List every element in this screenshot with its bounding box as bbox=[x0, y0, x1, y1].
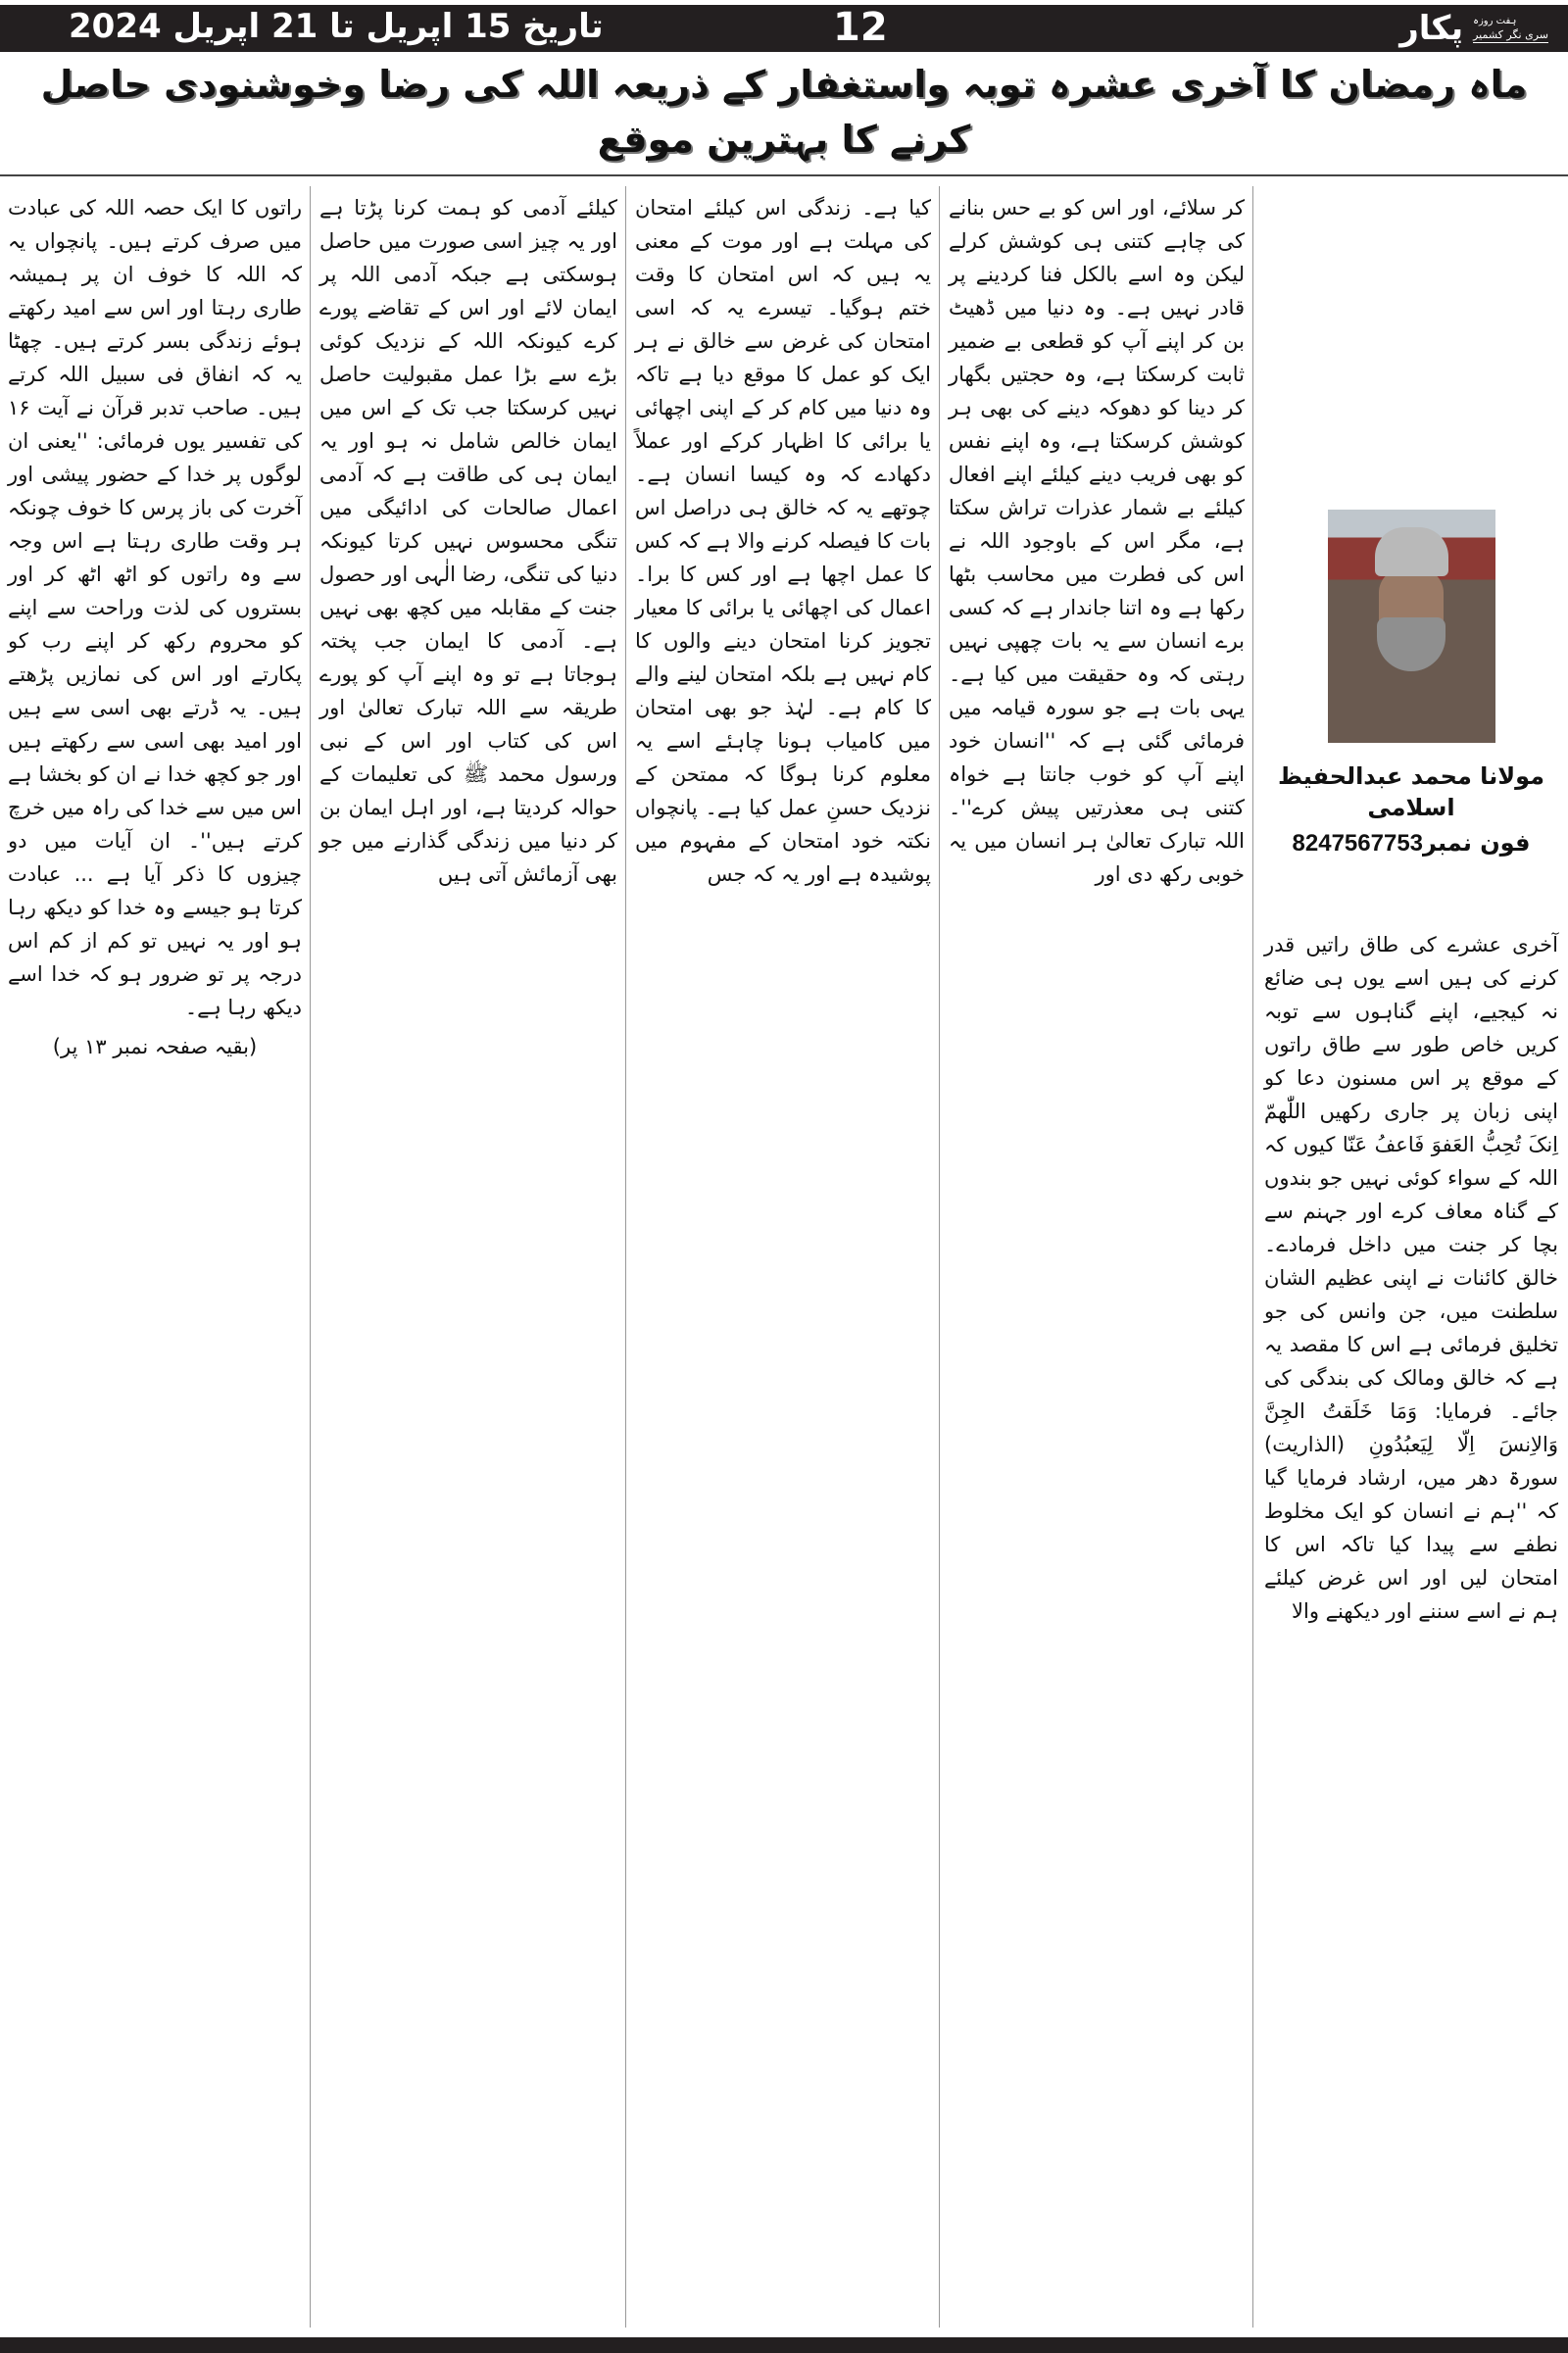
city-label: سری نگر کشمیر bbox=[1473, 27, 1548, 41]
column-divider bbox=[625, 186, 626, 2328]
column-divider bbox=[939, 186, 940, 2328]
column-text: راتوں کا ایک حصہ اللہ کی عبادت میں صرف کرتے ہیں۔ پانچواں یہ کہ اللہ کا خوف ان پر ہمیشہ طاری رہتا اور اس سے امید رکھتے ہوئے زندگی بسر کرتے ہیں۔ چھٹا یہ کہ انفاق فی سبیل اللہ کرتے ہیں۔ صاحب تدبر قرآن نے آیت ۱۶ کی تفسیر یوں فرمائی: ''یعنی ان لوگوں پر خدا کے حضور پیشی اور آخرت کی باز پرس کا خوف چونکہ ہر وقت طاری رہتا ہے اس وجہ سے وہ راتوں کو اٹھ اٹھ کر اور بستروں کی لذت وراحت سے اپنے کو محروم رکھ کر اپنے رب کو پکارتے اور اس کی نمازیں پڑھتے ہیں۔ یہ ڈرتے بھی اسی سے ہیں اور امید بھی اسی سے رکھتے ہیں اور جو کچھ خدا نے ان کو بخشا ہے اس میں سے خدا کی راہ میں خرچ کرتے ہیں''۔ ان آیات میں دو چیزوں کا ذکر آیا ہے ... عبادت کرتا ہو جیسے وہ خدا کو دیکھ رہا ہو اور یہ نہیں تو کم از کم اس درجہ پر تو ضرور ہو کہ خدا اسے دیکھ رہا ہے۔ bbox=[8, 196, 302, 1019]
column-4 bbox=[319, 191, 617, 891]
divider bbox=[0, 174, 1568, 176]
continued-note: (بقیہ صفحہ نمبر ۱۳ پر) bbox=[52, 1035, 258, 1058]
issue-date: تاریخ 15 اپریل تا 21 اپریل 2024 bbox=[69, 7, 604, 46]
column-divider bbox=[310, 186, 311, 2328]
column-text: کر سلائے، اور اس کو بے حس بنانے کی چاہے کتنی ہی کوشش کرلے لیکن وہ اسے بالکل فنا کردینے پر قادر نہیں ہے۔ وہ دنیا میں ڈھیٹ بن کر اپنے آپ کو قطعی بے ضمیر ثابت کرسکتا ہے، وہ حجتیں بگھار کر دینا کو دھوکہ دینے کی بھی ہر کوشش کرسکتا ہے، وہ اپنے نفس کو بھی فریب دینے کیلئے اپنے افعال کیلئے بے شمار عذرات تراش سکتا ہے، مگر اس کے باوجود اللہ نے اس کی فطرت میں محاسب بٹھا رکھا ہے وہ اتنا جاندار ہے کہ کسی برے انسان سے یہ بات چھپی نہیں رہتی کہ وہ حقیقت میں کیا ہے۔ یہی بات ہے جو سورہ قیامہ میں فرمائی گئی ہے کہ ''انسان خود اپنے آپ کو خوب جانتا ہے خواہ کتنی ہی معذرتیں پیش کرے''۔ اللہ تبارک تعالیٰ ہر انسان میں یہ خوبی رکھ دی اور bbox=[949, 196, 1245, 886]
column-1 bbox=[1264, 510, 1558, 1648]
column-text: آخری عشرے کی طاق راتیں قدر کرنے کی ہیں اسے یوں ہی ضائع نہ کیجیے، اپنے گناہوں سے توبہ کریں خاص طور سے طاق راتوں کے موقع پر اس مسنون دعا کو اپنی زبان پر جاری رکھیں اللّٰھمّ اِنکَ تُحِبُّ العَفوَ فَاعفُ عَنّا کیوں کہ اللہ کے سواء کوئی نہیں جو بندوں کے گناہ معاف کرے اور جہنم سے بچا کر جنت میں داخل فرمادے۔ خالق کائنات نے اپنی عظیم الشان سلطنت میں، جن وانس کی جو تخلیق فرمائی ہے اس کا مقصد یہ ہے کہ خالق ومالک کی بندگی کی جائے۔ فرمایا: وَمَا خَلَقتُ الجِنَّ وَالاِنسَ اِلّا لِیَعبُدُونِ (الذاریت) سورۃ دھر میں، ارشاد فرمایا گیا کہ ''ہم نے انسان کو ایک مخلوط نطفے سے پیدا کیا تاکہ اس کا امتحان لیں اور اس غرض کیلئے ہم نے اسے سننے اور دیکھنے والا bbox=[1264, 933, 1558, 1623]
column-5 bbox=[8, 191, 302, 1063]
masthead-bar bbox=[0, 5, 1568, 52]
column-3 bbox=[635, 191, 931, 891]
column-text: کیا ہے۔ زندگی اس کیلئے امتحان کی مہلت ہے اور موت کے معنی یہ ہیں کہ اس امتحان کا وقت ختم ہوگیا۔ تیسرے یہ کہ اسی امتحان کی غرض سے خالق نے ہر ایک کو عمل کا موقع دیا ہے تاکہ وہ دنیا میں کام کر کے اپنی اچھائی یا برائی کا اظہار کرکے اور عملاً دکھادے کہ وہ کیسا انسان ہے۔ چوتھے یہ کہ خالق ہی دراصل اس بات کا فیصلہ کرنے والا ہے کہ کس کا عمل اچھا ہے اور کس کا برا۔ اعمال کی اچھائی یا برائی کا معیار تجویز کرنا امتحان دینے والوں کا کام نہیں ہے بلکہ امتحان لینے والے کا کام ہے۔ لہٰذ جو بھی امتحان میں کامیاب ہونا چاہئے اسے یہ معلوم کرنا ہوگا کہ ممتحن کے نزدیک حسنِ عمل کیا ہے۔ پانچواں نکتہ خود امتحان کے مفہوم میں پوشیدہ ہے اور یہ کہ جس bbox=[635, 196, 931, 886]
masthead-subtitle bbox=[1473, 15, 1548, 43]
phone-label: فون نمبر bbox=[1423, 829, 1531, 857]
newspaper-logo: پکار bbox=[1399, 9, 1464, 48]
article-headline: ماہ رمضان کا آخری عشرہ توبہ واستغفار کے ذریعہ اللہ کی رضا وخوشنودی حاصل کرنے کا بہترین موقع bbox=[40, 63, 1528, 161]
phone-number: 8247567753 bbox=[1292, 830, 1424, 857]
footer-bar bbox=[0, 2337, 1568, 2353]
column-text: کیلئے آدمی کو ہمت کرنا پڑتا ہے اور یہ چیز اسی صورت میں حاصل ہوسکتی ہے جبکہ آدمی اللہ پر ایمان لائے اور اس کے تقاضے پورے کرے کیونکہ اللہ کے نزدیک کوئی بڑے سے بڑا عمل مقبولیت حاصل نہیں کرسکتا جب تک کے اس میں ایمان خالص شامل نہ ہو اور یہ ایمان ہی کی طاقت ہے کہ آدمی اعمال صالحات کی ادائیگی میں تنگی محسوس نہیں کرتا کیونکہ دنیا کی تنگی، رضا الٰہی اور حصول جنت کے مقابلہ میں کچھ بھی نہیں ہے۔ آدمی کا ایمان جب پختہ ہوجاتا ہے تو وہ اپنے آپ کو پورے طریقہ سے اللہ تبارک تعالیٰ اور اس کی کتاب اور اس کے نبی ورسول محمد ﷺ کی تعلیمات کے حوالہ کردیتا ہے، اور اہل ایمان بن کر دنیا میں زندگی گذارنے میں جو بھی آزمائش آتی ہیں bbox=[319, 196, 617, 886]
column-2 bbox=[949, 191, 1245, 891]
author-phone bbox=[1264, 827, 1558, 859]
author-name: مولانا محمد عبدالحفیظ اسلامی bbox=[1278, 762, 1544, 821]
column-divider bbox=[1252, 186, 1253, 2328]
masthead-brand bbox=[1399, 5, 1548, 52]
weekly-label: ہفت روزہ bbox=[1473, 15, 1517, 26]
page-number: 12 bbox=[833, 5, 888, 50]
author-photo bbox=[1328, 510, 1495, 743]
